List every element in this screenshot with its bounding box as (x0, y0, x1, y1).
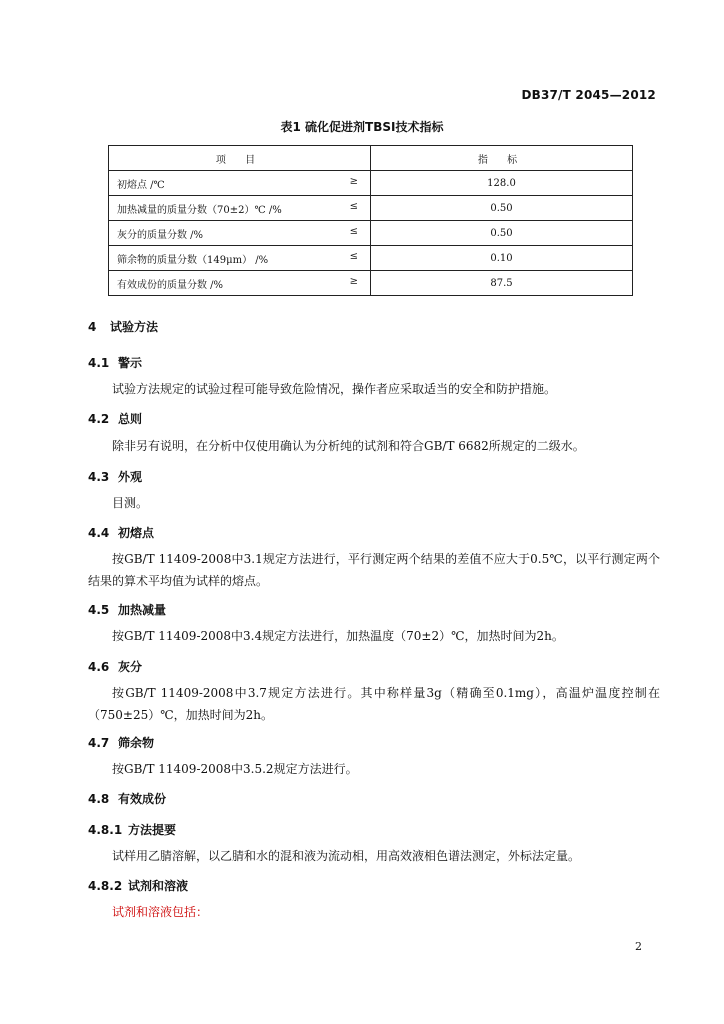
section-title: 试剂和溶液 (128, 879, 189, 893)
item-label: 加热减量的质量分数（70±2）℃ /% (117, 204, 282, 216)
table-row (109, 221, 633, 246)
section-number: 4.4 (88, 526, 110, 540)
section-title: 警示 (118, 356, 143, 370)
subsection-heading (88, 354, 142, 371)
table-cell-value: 87.5 (371, 271, 633, 296)
table-title: 表1 硫化促进剂TBSI技术指标 (280, 120, 444, 134)
table-cell-item (109, 246, 371, 271)
paragraph: 按GB/T 11409-2008中3.5.2规定方法进行。 (112, 762, 358, 776)
table-row (109, 171, 633, 196)
table-cell-value: 0.50 (371, 221, 633, 246)
section-heading (88, 318, 158, 335)
section-title: 有效成份 (118, 792, 167, 806)
item-label: 初熔点 /℃ (117, 179, 165, 191)
section-number: 4.2 (88, 412, 110, 426)
table-cell-item (109, 271, 371, 296)
comparison-symbol: ≥ (349, 276, 358, 287)
item-label: 有效成份的质量分数 /% (117, 279, 224, 291)
comparison-symbol: ≤ (349, 251, 358, 262)
paragraph: 除非另有说明，在分析中仅使用确认为分析纯的试剂和符合GB/T 6682所规定的二级水。 (112, 439, 585, 453)
section-number: 4.8.2 (88, 879, 123, 893)
paragraph: 目测。 (112, 496, 149, 510)
comparison-symbol: ≥ (349, 176, 358, 187)
subsection-heading (88, 734, 154, 751)
spec-table (108, 145, 633, 296)
section-title: 外观 (118, 470, 143, 484)
table-cell-value: 0.10 (371, 246, 633, 271)
item-label: 灰分的质量分数 /% (117, 229, 204, 241)
section-title: 总则 (118, 412, 143, 426)
table-row (109, 271, 633, 296)
section-number: 4.6 (88, 660, 110, 674)
table-cell-value: 128.0 (371, 171, 633, 196)
paragraph: 试验方法规定的试验过程可能导致危险情况，操作者应采取适当的安全和防护措施。 (112, 382, 557, 396)
subsubsection-heading (88, 821, 176, 838)
table-cell-value: 0.50 (371, 196, 633, 221)
section-number: 4.5 (88, 603, 110, 617)
subsection-heading (88, 524, 154, 541)
paragraph: 按GB/T 11409-2008中3.1规定方法进行，平行测定两个结果的差值不应大于0.5℃，以平行测定两个结果的算术平均值为试样的熔点。 (88, 552, 660, 588)
column-header-value: 指 标 (371, 146, 633, 171)
subsection-heading (88, 468, 142, 485)
subsection-heading (88, 658, 142, 675)
section-title: 灰分 (118, 660, 143, 674)
table-cell-item (109, 221, 371, 246)
paragraph: 试样用乙腈溶解，以乙腈和水的混和液为流动相，用高效液相色谱法测定，外标法定量。 (112, 849, 581, 863)
paragraph-highlighted: 试剂和溶液包括： (112, 905, 209, 919)
subsection-heading (88, 601, 166, 618)
page-number: 2 (635, 940, 642, 953)
table-row (109, 196, 633, 221)
section-title: 筛余物 (118, 736, 155, 750)
section-number: 4.8 (88, 792, 110, 806)
section-number: 4 (88, 320, 97, 334)
table-row (109, 246, 633, 271)
table-cell-item (109, 171, 371, 196)
subsection-heading (88, 790, 166, 807)
subsubsection-heading (88, 877, 188, 894)
item-label: 筛余物的质量分数（149μm） /% (117, 254, 269, 266)
comparison-symbol: ≤ (349, 201, 358, 212)
section-number: 4.7 (88, 736, 110, 750)
section-title: 方法提要 (128, 823, 177, 837)
section-number: 4.1 (88, 356, 110, 370)
paragraph: 按GB/T 11409-2008中3.7规定方法进行。其中称样量3g（精确至0.1mg），高温炉温度控制在（750±25）℃，加热时间为2h。 (88, 686, 660, 722)
column-header-item: 项 目 (109, 146, 371, 171)
table-header-row (109, 146, 633, 171)
table-cell-item (109, 196, 371, 221)
document-code: DB37/T 2045—2012 (521, 88, 656, 102)
section-title: 初熔点 (118, 526, 155, 540)
paragraph: 按GB/T 11409-2008中3.4规定方法进行，加热温度（70±2）℃，加热时间为2h。 (112, 629, 564, 643)
comparison-symbol: ≤ (349, 226, 358, 237)
section-title: 加热减量 (118, 603, 167, 617)
section-title: 试验方法 (110, 320, 159, 334)
section-number: 4.3 (88, 470, 110, 484)
subsection-heading (88, 410, 142, 427)
section-number: 4.8.1 (88, 823, 123, 837)
